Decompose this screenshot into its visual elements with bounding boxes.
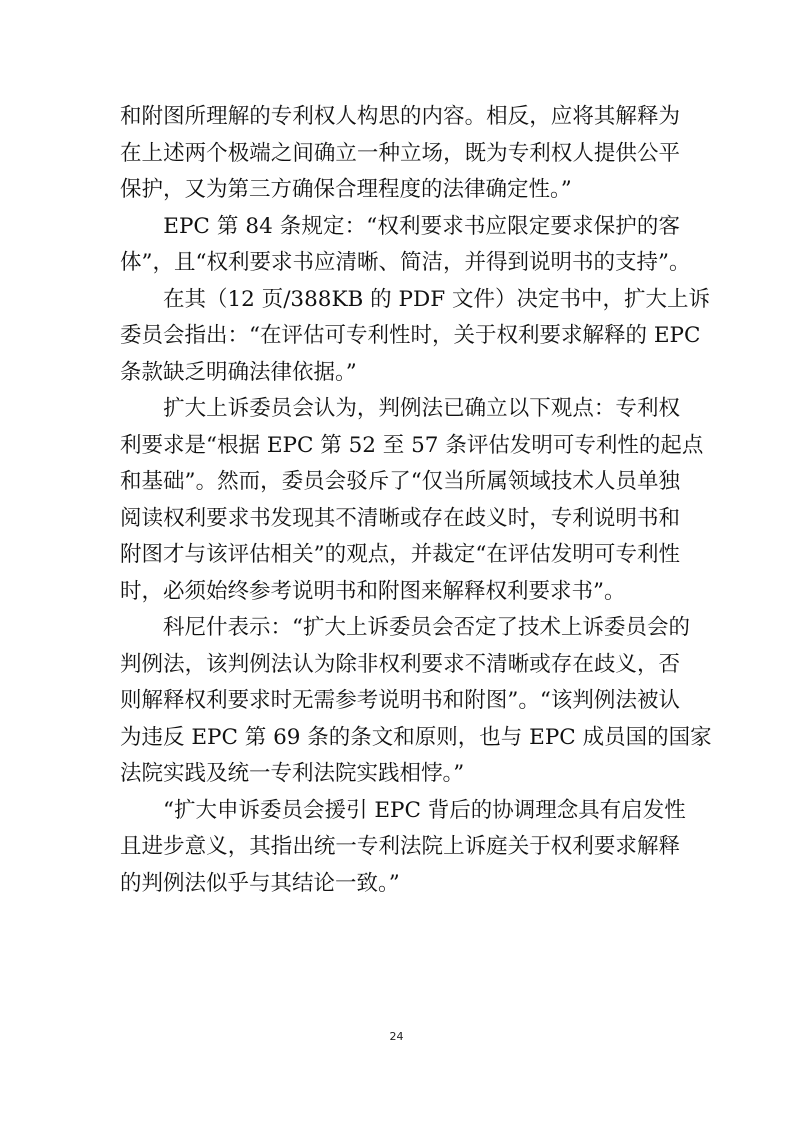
text-line: 在上述两个极端之间确立一种立场，既为专利权人提供公平 — [120, 140, 680, 166]
text-line: 扩大上诉委员会认为，判例法已确立以下观点：专利权 — [120, 396, 680, 421]
text-line: 则解释权利要求时无需参考说明书和附图”。“该判例法被认 — [120, 688, 680, 713]
paragraph-1 — [120, 99, 680, 209]
text-line: “扩大申诉委员会援引 EPC 背后的协调理念具有启发性 — [120, 797, 686, 823]
paragraph-4 — [120, 391, 704, 610]
text-line: 利要求是“根据 EPC 第 52 至 57 条评估发明可专利性的起点 — [120, 432, 704, 458]
body-text — [120, 99, 712, 902]
paragraph-5 — [120, 610, 712, 793]
text-line: 附图才与该评估相关”的观点，并裁定“在评估发明可专利性 — [120, 542, 680, 567]
text-line: 和附图所理解的专利权人构思的内容。相反，应将其解释为 — [120, 104, 680, 129]
text-line: 法院实践及统一专利法院实践相悖。” — [120, 761, 465, 786]
text-line: 在其（12 页/388KB 的 PDF 文件）决定书中，扩大上诉 — [120, 286, 710, 312]
text-line: 阅读权利要求书发现其不清晰或存在歧义时，专利说明书和 — [120, 505, 680, 531]
paragraph-3 — [120, 282, 710, 392]
paragraph-2 — [120, 209, 691, 282]
text-line: 时，必须始终参考说明书和附图来解释权利要求书”。 — [120, 578, 626, 604]
text-line: 的判例法似乎与其结论一致。” — [120, 870, 400, 896]
text-line: 为违反 EPC 第 69 条的条文和原则，也与 EPC 成员国的国家 — [120, 724, 712, 750]
text-line: 委员会指出：“在评估可专利性时，关于权利要求解释的 EPC — [120, 323, 701, 348]
text-line: 保护，又为第三方确保合理程度的法律确定性。” — [120, 177, 572, 202]
paragraph-6 — [120, 793, 686, 903]
text-line: 和基础”。然而，委员会驳斥了“仅当所属领域技术人员单独 — [120, 469, 680, 494]
text-line: EPC 第 84 条规定：“权利要求书应限定要求保护的客 — [120, 213, 680, 239]
text-line: 体”，且“权利要求书应清晰、简洁，并得到说明书的支持”。 — [120, 250, 691, 275]
text-line: 且进步意义，其指出统一专利法院上诉庭关于权利要求解释 — [120, 834, 680, 859]
text-line: 科尼什表示：“扩大上诉委员会否定了技术上诉委员会的 — [120, 615, 690, 640]
text-line: 判例法，该判例法认为除非权利要求不清晰或存在歧义，否 — [120, 651, 680, 677]
text-line: 条款缺乏明确法律依据。” — [120, 359, 357, 385]
page-number: 24 — [389, 1030, 404, 1043]
